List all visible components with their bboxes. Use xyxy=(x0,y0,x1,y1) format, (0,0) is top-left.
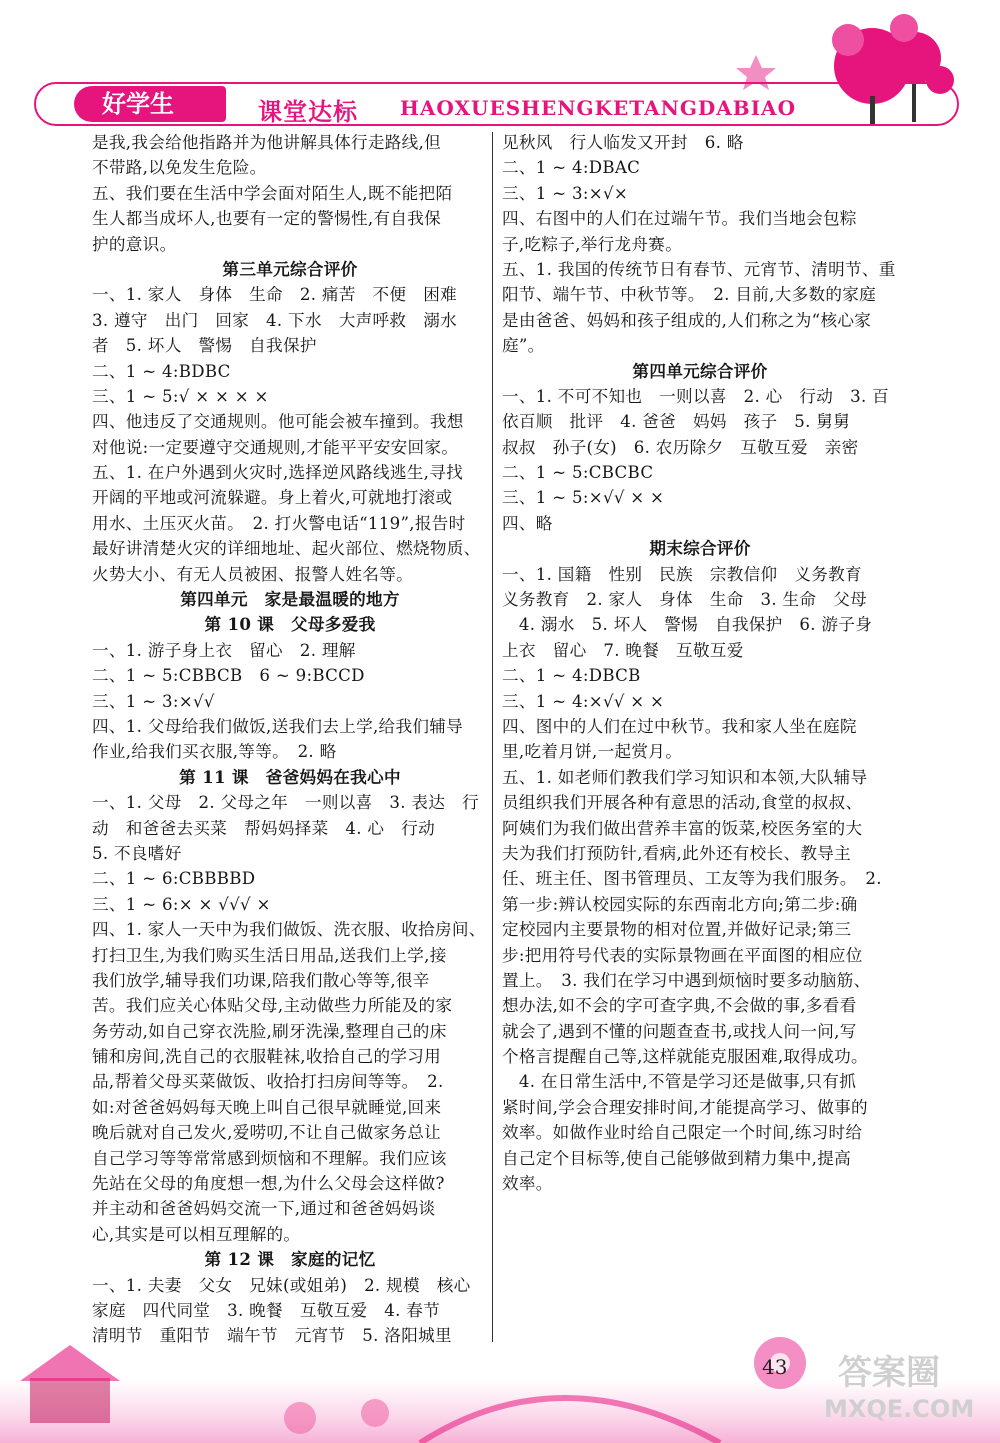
section-title: 第 12 课 家庭的记忆 xyxy=(204,1249,376,1270)
text-line: 上衣 留心 7. 晚餐 互敬互爱 xyxy=(502,640,744,660)
text-line: 护的意识。 xyxy=(92,234,177,254)
text-line: 三、1 ~ 6:× × √√√ × xyxy=(92,894,271,914)
text-line: 四、图中的人们在过中秋节。我和家人坐在庭院 xyxy=(502,716,857,736)
text-line: 定校园内主要景物的相对位置,并做好记录;第三 xyxy=(502,920,852,940)
text-line: 二、1 ~ 5:CBCBC xyxy=(502,463,654,483)
section-title: 第 10 课 父母多爱我 xyxy=(204,614,376,635)
text-line: 三、1 ~ 4:×√√ × × xyxy=(502,691,665,711)
text-line: 4. 在日常生活中,不管是学习还是做事,只有抓 xyxy=(502,1072,857,1092)
text-line: 三、1 ~ 5:×√√ × × xyxy=(502,488,665,508)
text-line: 一、1. 国籍 性别 民族 宗教信仰 义务教育 xyxy=(502,564,862,584)
section-title: 第 11 课 爸爸妈妈在我心中 xyxy=(179,766,401,787)
text-line: 置上。 3. 我们在学习中遇到烦恼时要多动脑筋、 xyxy=(502,970,871,990)
text-line: 自己定个目标等,使自己能够做到精力集中,提高 xyxy=(502,1148,852,1168)
text-line: 五、我们要在生活中学会面对陌生人,既不能把陌 xyxy=(92,183,453,203)
text-line: 子,吃粽子,举行龙舟赛。 xyxy=(502,234,683,254)
text-line: 动 和爸爸去买菜 帮妈妈择菜 4. 心 行动 xyxy=(92,818,435,838)
text-line: 三、1 ~ 3:×√√ xyxy=(92,691,215,711)
text-line: 一、1. 家人 身体 生命 2. 痛苦 不便 困难 xyxy=(92,285,457,305)
text-line: 员组织我们开展各种有意思的活动,食堂的叔叔、 xyxy=(502,793,863,813)
header-subtitle: 课堂达标 xyxy=(258,98,358,126)
text-line: 清明节 重阳节 端午节 元宵节 5. 洛阳城里 xyxy=(92,1326,452,1346)
text-line: 心,其实是可以相互理解的。 xyxy=(92,1224,301,1244)
watermark-logo: 答案圈 xyxy=(838,1353,940,1393)
text-line: 打扫卫生,为我们购买生活日用品,送我们上学,接 xyxy=(92,945,447,965)
text-line: 夫为我们打预防针,看病,此外还有校长、教导主 xyxy=(502,843,852,863)
header-pinyin: HAOXUESHENGKETANGDABIAO xyxy=(400,96,796,120)
text-line: 二、1 ~ 4:DBAC xyxy=(502,158,641,178)
text-line: 4. 溺水 5. 坏人 警惕 自我保护 6. 游子身 xyxy=(502,615,873,635)
text-line: 效率。如做作业时给自己限定一个时间,练习时给 xyxy=(502,1123,863,1143)
section-title: 第四单元 家是最温暖的地方 xyxy=(180,589,400,610)
text-line: 效率。 xyxy=(502,1174,553,1194)
text-line: 5. 不良嗜好 xyxy=(92,843,182,863)
text-line: 依百顺 批评 4. 爸爸 妈妈 孩子 5. 舅舅 xyxy=(502,412,851,432)
text-line: 第一步:辨认校园实际的东西南北方向;第二步:确 xyxy=(502,894,858,914)
text-line: 任、班主任、图书管理员、工友等为我们服务。 2. xyxy=(502,869,882,889)
text-line: 务劳动,如自己穿衣洗脸,刷牙洗澡,整理自己的床 xyxy=(92,1021,447,1041)
text-line: 四、右图中的人们在过端午节。我们当地会包粽 xyxy=(502,209,857,229)
text-line: 二、1 ~ 4:BDBC xyxy=(92,361,231,381)
page-header xyxy=(0,0,1000,140)
text-line: 一、1. 不可不知也 一则以喜 2. 心 行动 3. 百 xyxy=(502,386,890,406)
column-divider xyxy=(492,132,493,1342)
text-line: 四、1. 父母给我们做饭,送我们去上学,给我们辅导 xyxy=(92,716,464,736)
text-line: 二、1 ~ 6:CBBBBD xyxy=(92,869,256,889)
text-line: 苦。我们应关心体贴父母,主动做些力所能及的家 xyxy=(92,996,453,1016)
text-line: 里,吃着月饼,一起赏月。 xyxy=(502,742,683,762)
text-line: 义务教育 2. 家人 身体 生命 3. 生命 父母 xyxy=(502,590,867,610)
watermark-url: MXQE.COM xyxy=(824,1395,975,1423)
text-line: 火势大小、有无人员被困、报警人姓名等。 xyxy=(92,564,413,584)
text-line: 叔叔 孙子(女) 6. 农历除夕 互敬互爱 亲密 xyxy=(502,437,859,457)
text-line: 最好讲清楚火灾的详细地址、起火部位、燃烧物质、 xyxy=(92,539,481,559)
text-line: 是我,我会给他指路并为他讲解具体行走路线,但 xyxy=(92,133,442,152)
text-line: 想办法,如不会的字可查字典,不会做的事,多看看 xyxy=(502,996,857,1016)
text-line: 个格言提醒自己等,这样就能克服困难,取得成功。 xyxy=(502,1047,868,1067)
text-line: 晚后就对自己发火,爱唠叨,不让自己做家务总让 xyxy=(92,1123,442,1143)
text-line: 紧时间,学会合理安排时间,才能提高学习、做事的 xyxy=(502,1097,868,1117)
text-line: 阿姨们为我们做出营养丰富的饭菜,校医务室的大 xyxy=(502,818,863,838)
text-line: 四、1. 家人一天中为我们做饭、洗衣服、收拾房间、 xyxy=(92,920,486,940)
text-line: 一、1. 游子身上衣 留心 2. 理解 xyxy=(92,640,356,660)
brand-label: 好学生 xyxy=(74,86,226,122)
left-column xyxy=(92,130,488,1349)
text-line: 四、他违反了交通规则。他可能会被车撞到。我想 xyxy=(92,412,464,432)
text-line: 五、1. 我国的传统节日有春节、元宵节、清明节、重 xyxy=(502,259,896,279)
text-line: 一、1. 夫妻 父女 兄妹(或姐弟) 2. 规模 核心 xyxy=(92,1275,471,1295)
text-line: 开阔的平地或河流躲避。身上着火,可就地打滚或 xyxy=(92,488,453,508)
text-line: 生人都当成坏人,也要有一定的警惕性,有自我保 xyxy=(92,209,442,229)
text-line: 如:对爸爸妈妈每天晚上叫自己很早就睡觉,回来 xyxy=(92,1097,442,1117)
text-line: 一、1. 父母 2. 父母之年 一则以喜 3. 表达 行 xyxy=(92,793,480,813)
section-title: 第四单元综合评价 xyxy=(632,360,768,381)
text-line: 阳节、端午节、中秋节等。 2. 目前,大多数的家庭 xyxy=(502,285,877,305)
text-line: 家庭 四代同堂 3. 晚餐 互敬互爱 4. 春节 xyxy=(92,1300,441,1320)
text-line: 庭”。 xyxy=(502,336,545,356)
text-line: 者 5. 坏人 警惕 自我保护 xyxy=(92,336,317,356)
text-line: 对他说:一定要遵守交通规则,才能平平安安回家。 xyxy=(92,437,459,457)
right-column xyxy=(502,130,898,1196)
text-line: 见秋风 行人临发又开封 6. 略 xyxy=(502,133,744,152)
text-line: 三、1 ~ 5:√ × × × × xyxy=(92,386,269,406)
text-line: 并主动和爸爸妈妈交流一下,通过和爸爸妈妈谈 xyxy=(92,1199,436,1219)
text-line: 三、1 ~ 3:×√× xyxy=(502,183,629,203)
text-line: 作业,给我们买衣服,等等。 2. 略 xyxy=(92,742,337,762)
text-line: 铺和房间,洗自己的衣服鞋袜,收拾自己的学习用 xyxy=(92,1047,442,1067)
text-line: 自己学习等等常常感到烦恼和不理解。我们应该 xyxy=(92,1148,447,1168)
text-line: 四、略 xyxy=(502,513,553,533)
text-line: 二、1 ~ 4:DBCB xyxy=(502,666,641,686)
text-line: 五、1. 在户外遇到火灾时,选择逆风路线逃生,寻找 xyxy=(92,463,464,483)
section-title: 第三单元综合评价 xyxy=(222,258,358,279)
text-line: 二、1 ~ 5:CBBCB 6 ~ 9:BCCD xyxy=(92,666,365,686)
section-title: 期末综合评价 xyxy=(649,538,751,559)
text-line: 不带路,以免发生危险。 xyxy=(92,158,267,178)
text-line: 用水、土压灭火苗。 2. 打火警电话“119”,报告时 xyxy=(92,513,466,533)
text-line: 五、1. 如老师们教我们学习知识和本领,大队辅导 xyxy=(502,767,868,787)
text-line: 品,帮着父母买菜做饭、收拾打扫房间等等。 2. xyxy=(92,1072,444,1092)
text-line: 我们放学,辅导我们功课,陪我们散心等等,很辛 xyxy=(92,970,430,990)
text-line: 是由爸爸、妈妈和孩子组成的,人们称之为“核心家 xyxy=(502,310,872,330)
text-line: 3. 遵守 出门 回家 4. 下水 大声呼救 溺水 xyxy=(92,310,457,330)
page-number: 43 xyxy=(762,1355,788,1379)
text-line: 先站在父母的角度想一想,为什么父母会这样做? xyxy=(92,1174,445,1194)
text-line: 就会了,遇到不懂的问题查查书,或找人问一问,写 xyxy=(502,1021,857,1041)
text-line: 步:把用符号代表的实际景物画在平面图的相应位 xyxy=(502,945,863,965)
